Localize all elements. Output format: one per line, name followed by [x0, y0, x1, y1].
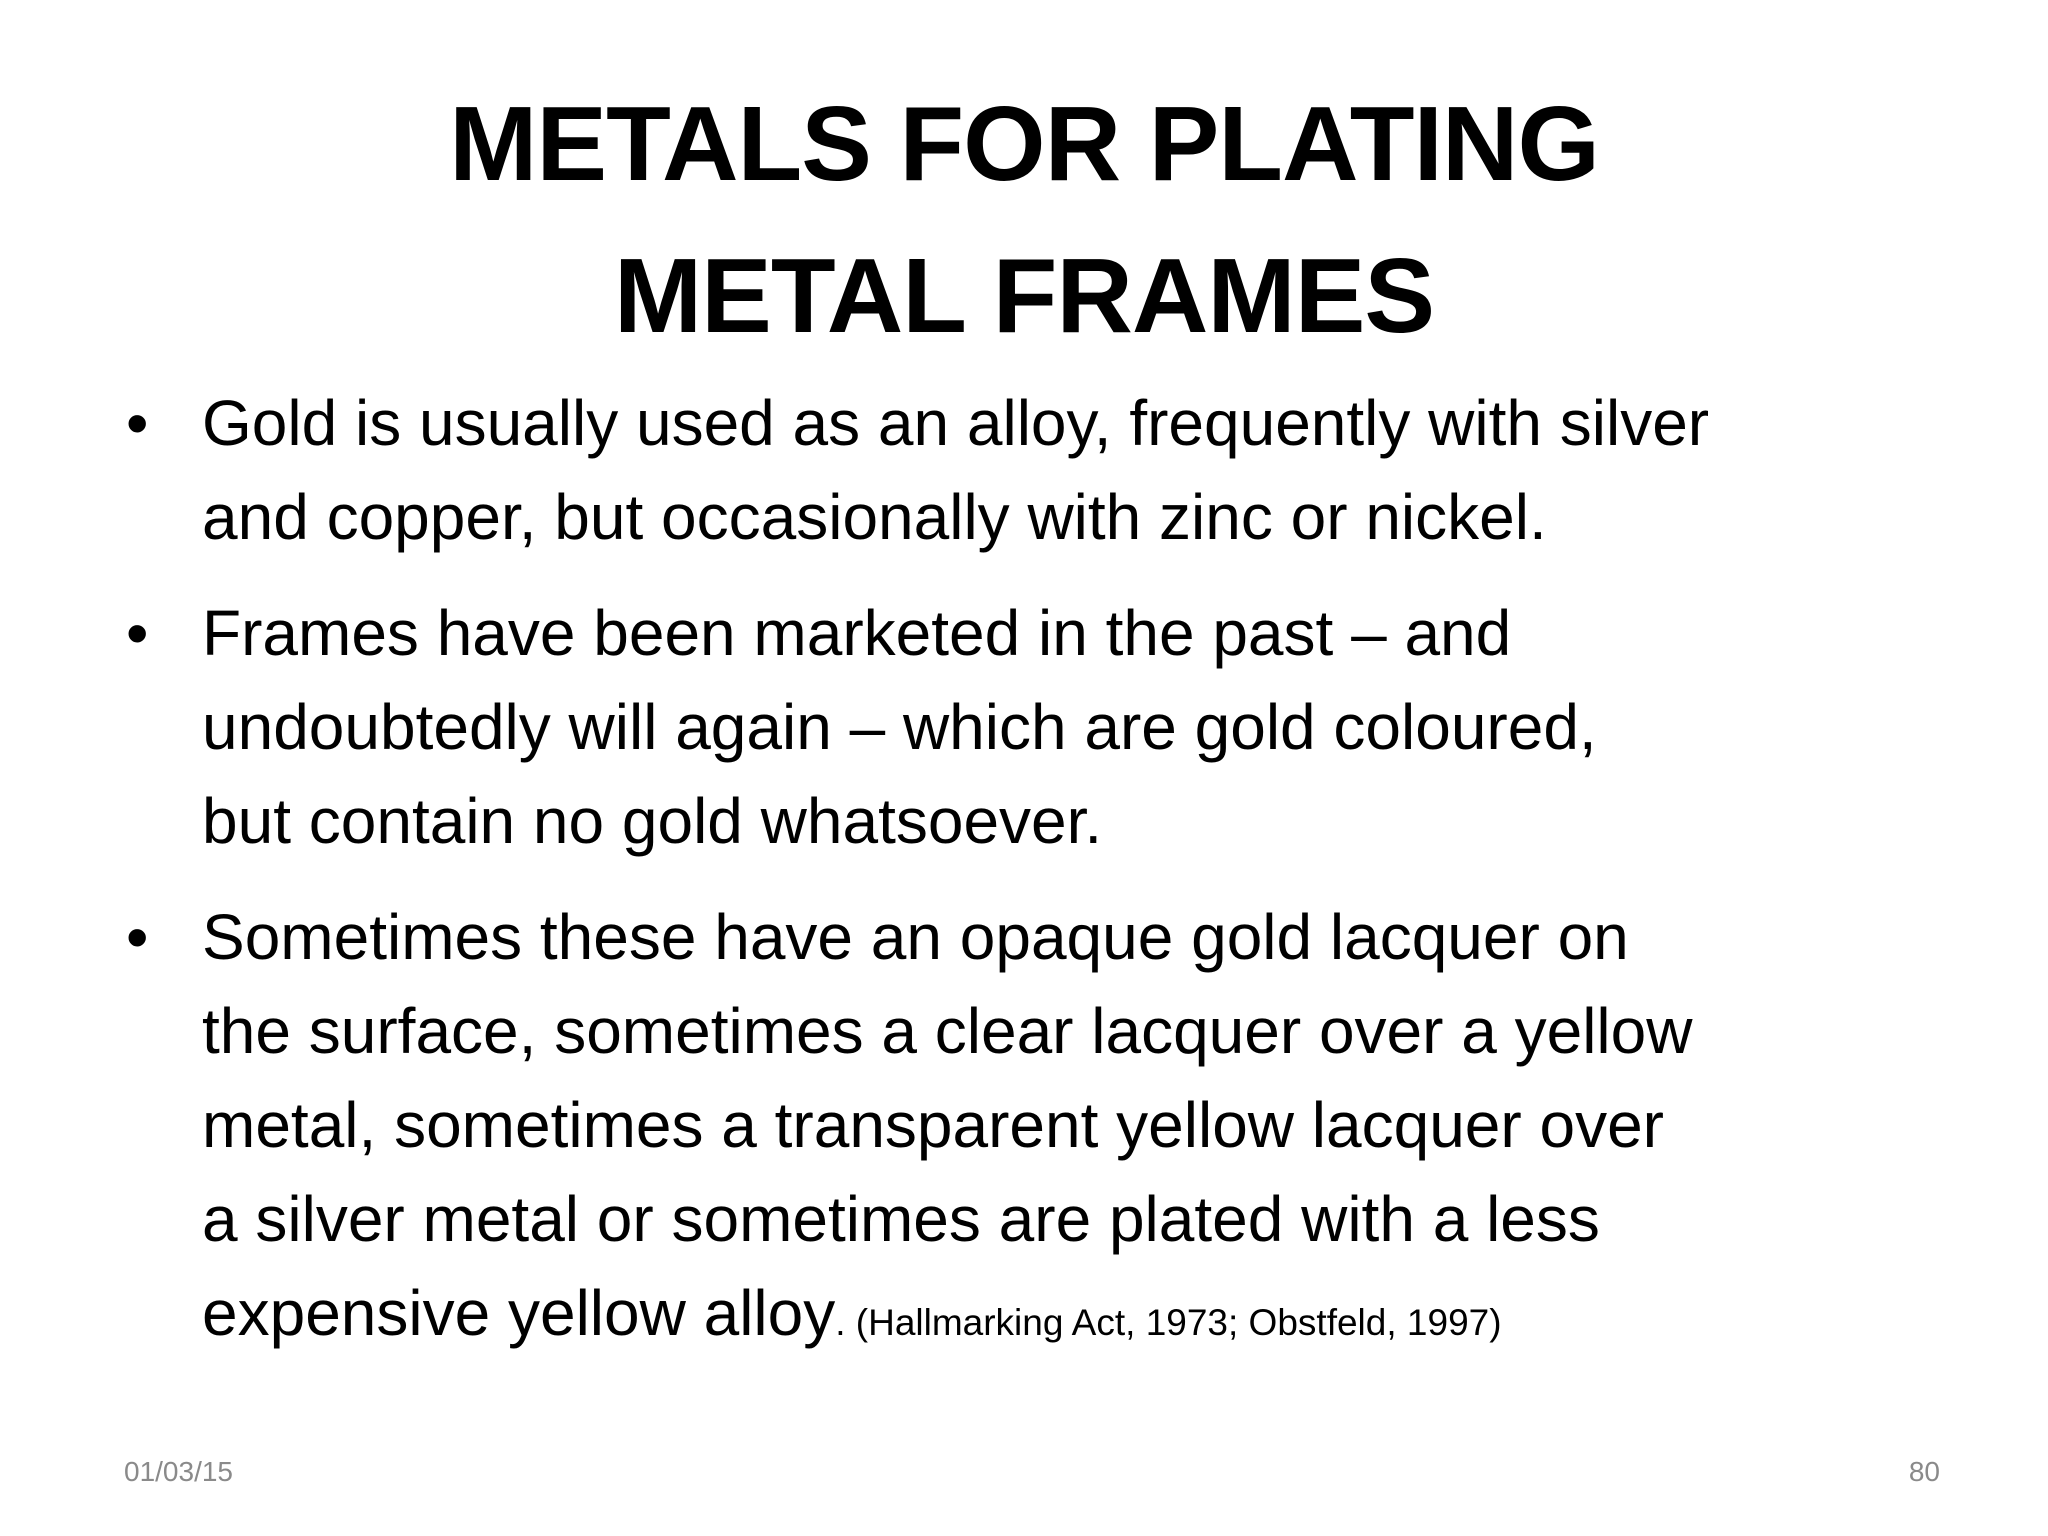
- bullet-text-line: and copper, but occasionally with zinc or nickel.: [202, 481, 1547, 553]
- bullet-text-line: undoubtedly will again – which are gold coloured,: [202, 691, 1597, 763]
- slide-title: [100, 68, 1948, 372]
- bullet-item-1: [120, 376, 1950, 564]
- bullet-item-2: [120, 586, 1950, 868]
- bullet-text-line-with-citation: [202, 1266, 1950, 1370]
- bullet-text-line: the surface, sometimes a clear lacquer over a yellow: [202, 995, 1693, 1067]
- bullet-text-line: a silver metal or sometimes are plated with a less: [202, 1183, 1600, 1255]
- slide-number: 80: [1908, 1456, 1940, 1487]
- bullet-dot-icon: •: [126, 597, 149, 669]
- bullet-text-line: Frames have been marketed in the past – and: [202, 597, 1512, 669]
- bullet-text-line: metal, sometimes a transparent yellow lacquer over: [202, 1089, 1664, 1161]
- footer-date: 01/03/15: [124, 1456, 233, 1487]
- bullet-text-fragment: expensive yellow alloy: [202, 1277, 836, 1349]
- bullet-dot-icon: •: [126, 901, 149, 973]
- citation: . (Hallmarking Act, 1973; Obstfeld, 1997): [835, 1302, 1502, 1343]
- title-line-1: METALS FOR PLATING: [449, 85, 1599, 203]
- bullet-text-line: Sometimes these have an opaque gold lacquer on: [202, 901, 1629, 973]
- bullet-item-3: [120, 890, 1950, 1370]
- bullet-text-line: but contain no gold whatsoever.: [202, 785, 1103, 857]
- bullet-text-line: Gold is usually used as an alloy, frequently with silver: [202, 387, 1710, 459]
- bullet-list: [120, 376, 1950, 1392]
- bullet-dot-icon: •: [126, 387, 149, 459]
- title-line-2: METAL FRAMES: [613, 237, 1435, 355]
